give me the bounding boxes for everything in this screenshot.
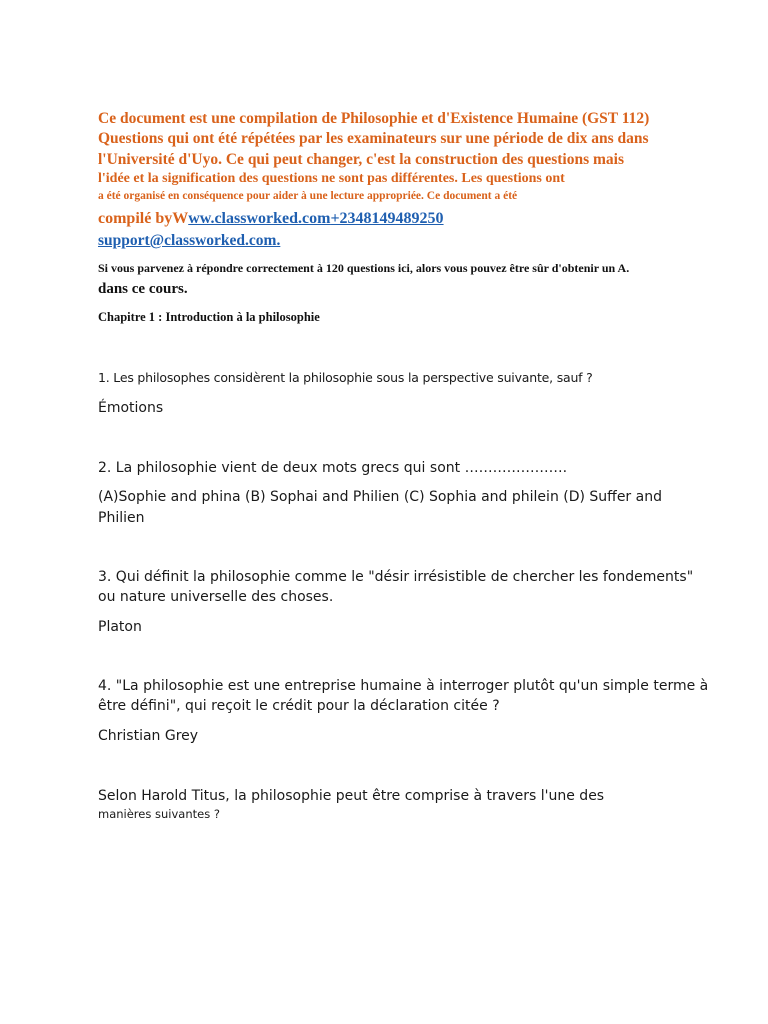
compiled-by-w: W	[172, 210, 189, 227]
answer-1: Émotions	[98, 400, 164, 416]
question-5-line-1: Selon Harold Titus, la philosophie peut être comprise à travers l'une des	[98, 788, 605, 804]
question-3-line-2: ou nature universelle des choses.	[98, 589, 334, 605]
website-link[interactable]: ww.classworked.com	[188, 210, 331, 227]
intro-line-4: l'idée et la signification des questions ne sont pas différentes. Les questions ont	[98, 171, 565, 186]
answer-2-line-2: Philien	[98, 510, 145, 526]
answer-2-line-1: (A)Sophie and phina (B) Sophai and Philien (C) Sophia and philein (D) Suffer and	[98, 489, 662, 505]
promise-line: Si vous parvenez à répondre correctement à 120 questions ici, alors vous pouvez être sûr d'obtenir un A.	[98, 261, 630, 275]
course-line: dans ce cours.	[98, 281, 188, 297]
compiled-by-line	[98, 210, 444, 228]
support-line	[98, 232, 280, 250]
intro-line-3: l'Université d'Uyo. Ce qui peut changer, c'est la construction des questions mais	[98, 151, 625, 168]
question-4-line-1: 4. "La philosophie est une entreprise humaine à interroger plutôt qu'un simple terme à	[98, 678, 709, 694]
answer-3: Platon	[98, 619, 142, 635]
question-2: 2. La philosophie vient de deux mots grecs qui sont ………………….	[98, 460, 568, 476]
answer-4: Christian Grey	[98, 728, 199, 744]
chapter-title: Chapitre 1 : Introduction à la philosophie	[98, 310, 320, 324]
phone-link[interactable]: +2348149489250	[330, 210, 444, 227]
support-email-link[interactable]: support@classworked.com	[98, 232, 277, 249]
intro-line-1: Ce document est une compilation de Philosophie et d'Existence Humaine (GST 112)	[98, 110, 650, 127]
question-5-line-2: manières suivantes ?	[98, 807, 220, 821]
question-1: 1. Les philosophes considèrent la philosophie sous la perspective suivante, sauf ?	[98, 370, 593, 385]
intro-line-5: a été organisé en conséquence pour aider à une lecture appropriée. Ce document a été	[98, 190, 518, 202]
question-3-line-1: 3. Qui définit la philosophie comme le "désir irrésistible de chercher les fondements"	[98, 569, 694, 585]
support-email-suffix[interactable]: .	[276, 232, 281, 249]
compiled-by-label: compilé by	[98, 210, 173, 227]
question-4-line-2: être défini", qui reçoit le crédit pour la déclaration citée ?	[98, 698, 500, 714]
intro-line-2: Questions qui ont été répétées par les examinateurs sur une période de dix ans dans	[98, 130, 649, 147]
